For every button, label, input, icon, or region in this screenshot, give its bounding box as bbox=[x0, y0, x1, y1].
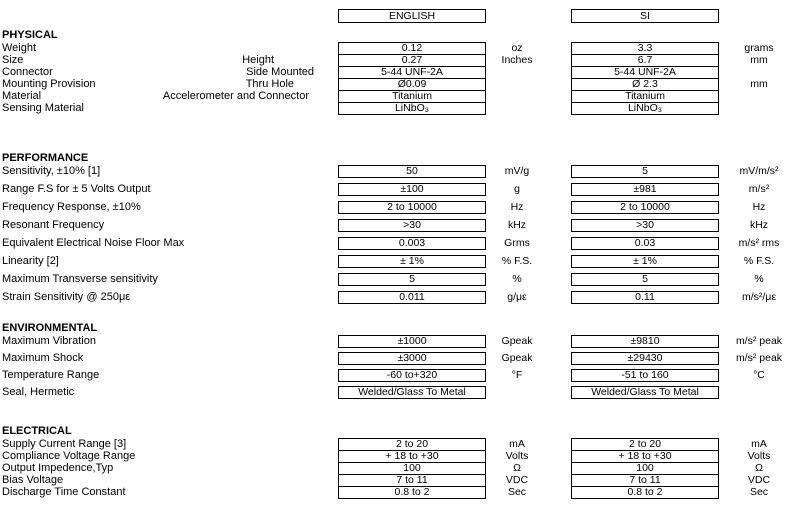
spec-label: Range F.S for ± 5 Volts Output bbox=[2, 183, 151, 195]
si-value-cell: ±981 bbox=[571, 183, 719, 196]
spec-label: Maximum Shock bbox=[2, 352, 84, 364]
si-unit: kHz bbox=[749, 219, 769, 231]
si-value-cell: + 18 to +30 bbox=[571, 450, 719, 463]
english-unit: VDC bbox=[505, 474, 529, 486]
si-unit: mm bbox=[750, 54, 768, 66]
si-unit: mm bbox=[750, 78, 768, 90]
si-value-cell: 100 bbox=[571, 462, 719, 475]
si-value-cell: Ø 2.3 bbox=[571, 78, 719, 91]
si-value-cell: 5 bbox=[571, 273, 719, 286]
si-value-cell: Titanium bbox=[571, 90, 719, 103]
english-value-cell: 0.003 bbox=[338, 237, 486, 250]
si-unit: Sec bbox=[749, 486, 769, 498]
spec-label: Linearity [2] bbox=[2, 255, 59, 267]
english-value-cell: 0.27 bbox=[338, 54, 486, 67]
english-unit: % bbox=[512, 273, 522, 285]
section-title: PERFORMANCE bbox=[2, 152, 89, 164]
spec-label: Compliance Voltage Range bbox=[2, 450, 136, 462]
english-value-cell: -60 to+320 bbox=[338, 369, 486, 382]
spec-label: Frequency Response, ±10% bbox=[2, 201, 141, 213]
si-value-cell: 0.8 to 2 bbox=[571, 486, 719, 499]
spec-label: Maximum Transverse sensitivity bbox=[2, 273, 158, 285]
si-value-cell: -51 to 160 bbox=[571, 369, 719, 382]
spec-label: Maximum Vibration bbox=[2, 335, 96, 347]
english-value-cell: ± 1% bbox=[338, 255, 486, 268]
english-unit: g/με bbox=[507, 291, 527, 303]
spec-label: Connector bbox=[2, 66, 53, 78]
english-value-cell: 100 bbox=[338, 462, 486, 475]
si-value-cell: 2 to 10000 bbox=[571, 201, 719, 214]
column-header-si: SI bbox=[571, 9, 719, 23]
si-unit: Ω bbox=[755, 462, 763, 474]
english-unit: Volts bbox=[505, 450, 529, 462]
si-value-cell: >30 bbox=[571, 219, 719, 232]
section-title: ENVIRONMENTAL bbox=[2, 322, 98, 334]
si-value-cell: ±9810 bbox=[571, 335, 719, 348]
english-unit: Gpeak bbox=[501, 335, 533, 347]
si-value-cell: 0.11 bbox=[571, 291, 719, 304]
english-value-cell: 2 to 10000 bbox=[338, 201, 486, 214]
english-value-cell: 7 to 11 bbox=[338, 474, 486, 487]
english-value-cell: 0.8 to 2 bbox=[338, 486, 486, 499]
si-unit: °C bbox=[753, 369, 765, 381]
si-value-cell: 3.3 bbox=[571, 42, 719, 55]
english-value-cell: 0.011 bbox=[338, 291, 486, 304]
spec-label: Temperature Range bbox=[2, 369, 100, 381]
english-unit: g bbox=[514, 183, 520, 195]
english-unit: mV/g bbox=[504, 165, 530, 177]
si-unit: grams bbox=[744, 42, 774, 54]
english-unit: % F.S. bbox=[501, 255, 533, 267]
english-unit: mA bbox=[509, 438, 525, 450]
spec-label: Size bbox=[2, 54, 24, 66]
english-value-cell: ±3000 bbox=[338, 352, 486, 365]
section-title: PHYSICAL bbox=[2, 29, 58, 41]
spec-sublabel: Side Mounted bbox=[246, 66, 314, 78]
english-value-cell: 5-44 UNF-2A bbox=[338, 66, 486, 79]
english-value-cell: + 18 to +30 bbox=[338, 450, 486, 463]
spec-label: Bias Voltage bbox=[2, 474, 64, 486]
english-value-cell: Welded/Glass To Metal bbox=[338, 386, 486, 399]
si-value-cell: 5 bbox=[571, 165, 719, 178]
si-unit: % bbox=[754, 273, 764, 285]
si-unit: m/s²/με bbox=[741, 291, 777, 303]
english-value-cell: Titanium bbox=[338, 90, 486, 103]
si-unit: m/s² peak bbox=[735, 335, 783, 347]
si-value-cell: 0.03 bbox=[571, 237, 719, 250]
english-unit: Hz bbox=[510, 201, 524, 213]
english-unit: °F bbox=[511, 369, 523, 381]
spec-label: Supply Current Range [3] bbox=[2, 438, 127, 450]
english-value-cell: >30 bbox=[338, 219, 486, 232]
spec-label: Output Impedence,Typ bbox=[2, 462, 114, 474]
english-unit: kHz bbox=[507, 219, 527, 231]
si-unit: % F.S. bbox=[743, 255, 775, 267]
si-value-cell: Welded/Glass To Metal bbox=[571, 386, 719, 399]
si-value-cell: ± 1% bbox=[571, 255, 719, 268]
english-unit: Gpeak bbox=[501, 352, 533, 364]
spec-label: Resonant Frequency bbox=[2, 219, 105, 231]
section-title: ELECTRICAL bbox=[2, 425, 72, 437]
english-unit: oz bbox=[511, 42, 523, 54]
column-header-english: ENGLISH bbox=[338, 9, 486, 23]
si-unit: mV/m/s² bbox=[739, 165, 779, 177]
si-unit: m/s² rms bbox=[738, 237, 780, 249]
si-unit: m/s² peak bbox=[735, 352, 783, 364]
spec-label: Discharge Time Constant bbox=[2, 486, 126, 498]
si-unit: VDC bbox=[747, 474, 771, 486]
english-value-cell: LiNbO₃ bbox=[338, 102, 486, 115]
si-unit: m/s² bbox=[748, 183, 770, 195]
spec-label: Equivalent Electrical Noise Floor Max bbox=[2, 237, 185, 249]
english-value-cell: 2 to 20 bbox=[338, 438, 486, 451]
english-value-cell: Ø0.09 bbox=[338, 78, 486, 91]
spec-sublabel: Height bbox=[242, 54, 274, 66]
spec-label: Strain Sensitivity @ 250με bbox=[2, 291, 131, 303]
spec-sublabel: Thru Hole bbox=[245, 78, 294, 90]
spec-label: Sensitivity, ±10% [1] bbox=[2, 165, 101, 177]
si-unit: Hz bbox=[752, 201, 766, 213]
si-value-cell: 7 to 11 bbox=[571, 474, 719, 487]
si-value-cell: 6.7 bbox=[571, 54, 719, 67]
si-unit: Volts bbox=[747, 450, 771, 462]
english-unit: Ω bbox=[513, 462, 521, 474]
english-unit: Sec bbox=[507, 486, 527, 498]
si-value-cell: 2 to 20 bbox=[571, 438, 719, 451]
spec-label: Material bbox=[2, 90, 42, 102]
si-value-cell: ±29430 bbox=[571, 352, 719, 365]
si-unit: mA bbox=[751, 438, 767, 450]
english-value-cell: 0.12 bbox=[338, 42, 486, 55]
spec-label: Seal, Hermetic bbox=[2, 386, 75, 398]
spec-label: Weight bbox=[2, 42, 37, 54]
english-value-cell: 5 bbox=[338, 273, 486, 286]
si-value-cell: LiNbO₃ bbox=[571, 102, 719, 115]
si-value-cell: 5-44 UNF-2A bbox=[571, 66, 719, 79]
english-value-cell: ±1000 bbox=[338, 335, 486, 348]
english-unit: Grms bbox=[504, 237, 530, 249]
english-value-cell: ±100 bbox=[338, 183, 486, 196]
english-value-cell: 50 bbox=[338, 165, 486, 178]
spec-label: Mounting Provision bbox=[2, 78, 96, 90]
spec-sublabel: Accelerometer and Connector bbox=[162, 90, 309, 102]
english-unit: Inches bbox=[501, 54, 533, 66]
spec-label: Sensing Material bbox=[2, 102, 84, 114]
